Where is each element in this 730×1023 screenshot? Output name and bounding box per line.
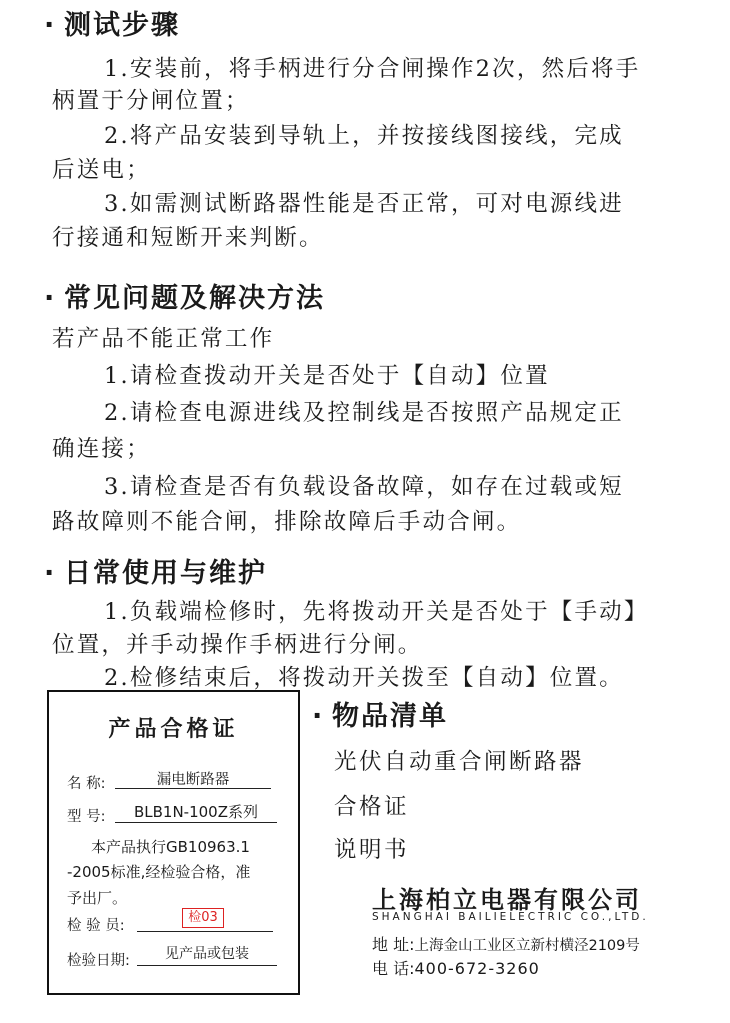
- certificate-name-label: 名 称:: [67, 776, 106, 792]
- section-title-text: 常见问题及解决方法: [64, 283, 325, 314]
- test-step-3-line-2: 行接通和短断开来判断。: [52, 225, 324, 251]
- phone-label: 电 话:: [372, 959, 415, 978]
- certificate-date-label: 检验日期:: [67, 953, 130, 969]
- company-name-logo: 上海柏立电器有限公司: [372, 886, 642, 914]
- faq-item-1: 1.请检查拨动开关是否处于【自动】位置: [104, 363, 550, 389]
- maintenance-item-1-line-2: 位置，并手动操作手柄进行分闸。: [52, 632, 423, 658]
- company-english-name: SHANGHAI BAILIELECTRIC CO.,LTD.: [372, 911, 649, 923]
- bullet-dot: ·: [44, 283, 57, 314]
- faq-intro: 若产品不能正常工作: [52, 326, 275, 352]
- certificate-model-label: 型 号:: [67, 809, 106, 825]
- company-phone: [372, 956, 540, 979]
- certificate-name-value: 漏电断路器: [115, 768, 271, 789]
- faq-item-3-line-1: 3.请检查是否有负载设备故障，如存在过载或短: [104, 474, 624, 500]
- certificate-date-value: 见产品或包装: [137, 943, 277, 966]
- bullet-dot: ·: [312, 701, 325, 732]
- certificate-title: 产品合格证: [108, 717, 239, 742]
- test-step-3-line-1: 3.如需测试断路器性能是否正常，可对电源线进: [104, 191, 624, 217]
- test-step-2-line-1: 2.将产品安装到导轨上，并按接线图接线，完成: [104, 123, 624, 149]
- company-address: [372, 932, 640, 955]
- test-step-2-line-2: 后送电；: [52, 157, 151, 183]
- section-title-maintenance: [44, 556, 267, 592]
- section-title-text: 物品清单: [332, 701, 448, 732]
- section-title-test-steps: [44, 8, 180, 44]
- certificate-statement-line-1: 本产品执行GB10963.1: [91, 838, 250, 856]
- bullet-dot: ·: [44, 10, 57, 41]
- item-list-entry-1: 光伏自动重合闸断路器: [334, 749, 585, 775]
- faq-item-2-line-2: 确连接；: [52, 436, 151, 462]
- maintenance-item-1-line-1: 1.负载端检修时，先将拨动开关是否处于【手动】: [104, 599, 649, 625]
- product-certificate: [47, 690, 300, 995]
- item-list-entry-2: 合格证: [334, 794, 410, 820]
- maintenance-item-2: 2.检修结束后，将拨动开关拨至【自动】位置。: [104, 665, 624, 691]
- faq-item-3-line-2: 路故障则不能合闸，排除故障后手动合闸。: [52, 509, 522, 535]
- section-title-items: [312, 699, 448, 735]
- section-title-text: 日常使用与维护: [64, 558, 267, 589]
- test-step-1-line-2: 柄置于分闸位置；: [52, 88, 250, 114]
- inspector-stamp: 检03: [182, 908, 224, 928]
- address-value: 上海金山工业区立新村横泾2109号: [414, 938, 640, 954]
- certificate-inspector-label: 检 验 员:: [67, 918, 125, 934]
- section-title-text: 测试步骤: [64, 10, 180, 41]
- bullet-dot: ·: [44, 558, 57, 589]
- certificate-model-value: BLB1N-100Z系列: [115, 801, 277, 823]
- certificate-statement-line-3: 予出厂。: [67, 889, 128, 907]
- certificate-statement-line-2: -2005标准,经检验合格，准: [67, 863, 251, 881]
- item-list-entry-3: 说明书: [334, 837, 410, 863]
- section-title-faq: [44, 281, 325, 317]
- test-step-1-line-1: 1.安装前，将手柄进行分合闸操作2次，然后将手: [104, 56, 641, 82]
- address-label: 地 址:: [372, 935, 415, 954]
- faq-item-2-line-1: 2.请检查电源进线及控制线是否按照产品规定正: [104, 400, 624, 426]
- phone-value: 400-672-3260: [414, 959, 540, 978]
